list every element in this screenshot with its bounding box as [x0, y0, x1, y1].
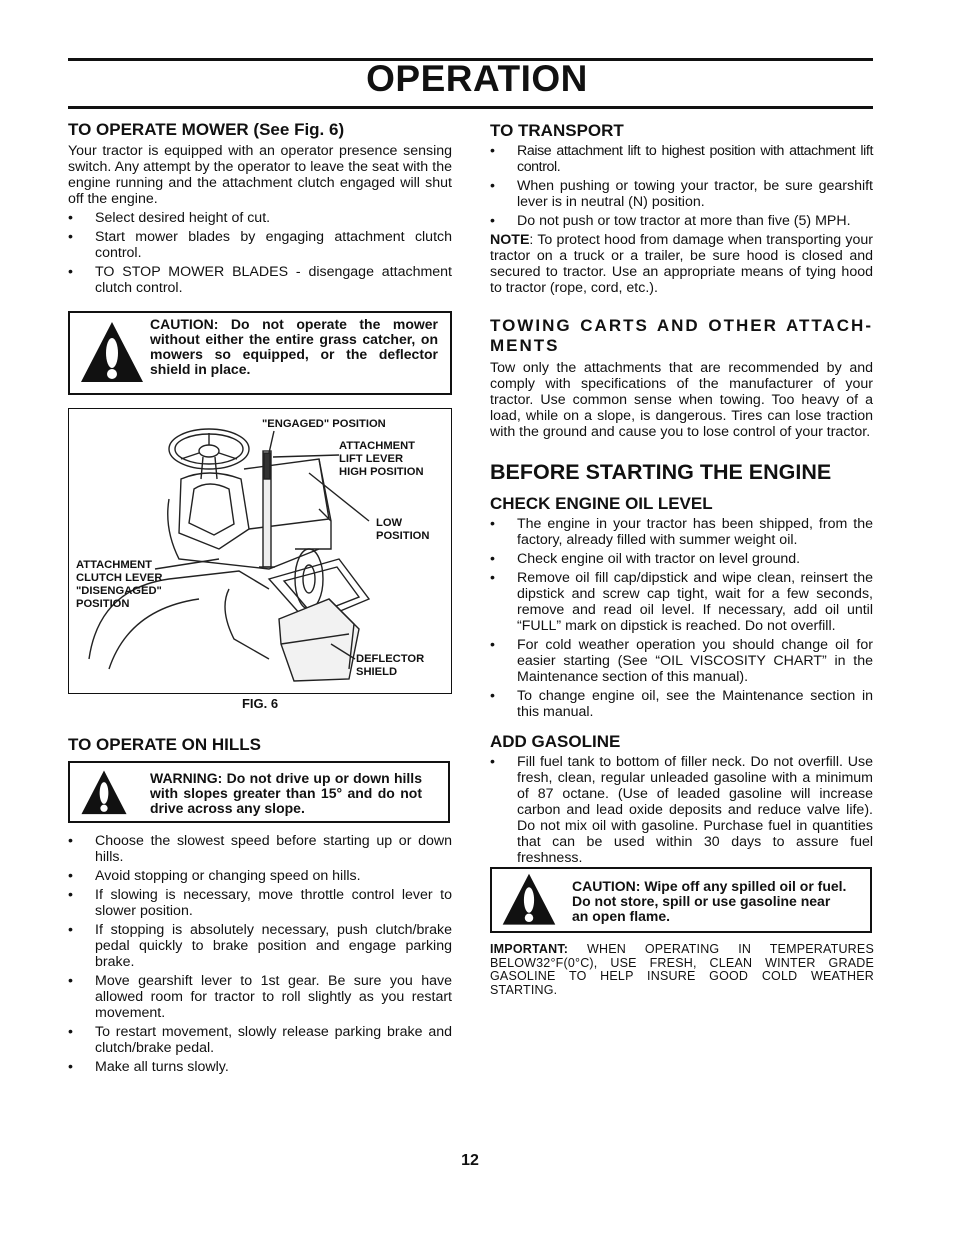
oil-bullets [490, 516, 873, 720]
mower-intro: Your tractor is equipped with an operator presence sensing switch. Any attempt by the operator to leave the seat with the engine running and the attachment clutch engaged will shut off the engine. [68, 143, 452, 207]
label-lift-lever-high: ATTACHMENT LIFT LEVER HIGH POSITION [339, 440, 424, 478]
list-item: • Avoid stopping or changing speed on hills. [68, 868, 452, 884]
fuel-caution-text: CAUTION: Wipe off any spilled oil or fuel. Do not store, spill or use gasoline near an open flame. [572, 878, 847, 924]
list-item: • For cold weather operation you should change oil for easier starting (See “OIL VISCOSITY CHART” in the Maintenance section of this manual). [490, 637, 873, 685]
important-note [490, 943, 874, 997]
list-item: • When pushing or towing your tractor, be sure gearshift lever is in neutral (N) position. [490, 178, 873, 210]
note-label: NOTE [490, 232, 530, 248]
right-column [490, 121, 873, 869]
page-number: 12 [461, 1152, 479, 1169]
hills-bullets-wrap [68, 833, 452, 1078]
gasoline-bullets [490, 754, 873, 866]
warning-triangle-icon [501, 872, 557, 933]
hills-heading: TO OPERATE ON HILLS [68, 735, 261, 754]
towing-heading: TOWING CARTS AND OTHER ATTACH-MENTS [490, 316, 873, 355]
hills-section [68, 735, 452, 755]
figure-6 [68, 408, 452, 694]
mower-caution-text: CAUTION: Do not operate the mower without either the entire grass catcher, on mowers so equipped, or the deflector shield in place. [150, 316, 438, 377]
mower-caution-box [68, 311, 452, 395]
hills-warning-text: WARNING: Do not drive up or down hills with slopes greater than 15° and do not drive across any slope. [150, 770, 422, 816]
note-text: : To protect hood from damage when transporting your tractor on a truck or a trailer, be sure hood is closed and secured to tractor. Use an appropriate means of tying hood to tractor (rope, cord, etc.). [490, 232, 873, 296]
transport-bullets [490, 143, 873, 229]
transport-heading: TO TRANSPORT [490, 121, 624, 140]
oil-heading: CHECK ENGINE OIL LEVEL [490, 494, 713, 513]
left-column [68, 120, 452, 299]
list-item: • Do not push or tow tractor at more than five (5) MPH. [490, 213, 873, 229]
label-clutch-lever: ATTACHMENT CLUTCH LEVER "DISENGAGED" POSITION [76, 559, 163, 610]
before-starting-heading: BEFORE STARTING THE ENGINE [490, 460, 832, 484]
hills-bullets [68, 833, 452, 1075]
list-item: • If stopping is absolutely necessary, push clutch/brake pedal quickly to brake position and engage parking brake. [68, 922, 452, 970]
label-deflector-shield: DEFLECTOR SHIELD [356, 653, 425, 678]
list-item: • Move gearshift lever to 1st gear. Be sure you have allowed room for tractor to roll slightly as you restart movement. [68, 973, 452, 1021]
list-item: • If slowing is necessary, move throttle control lever to slower position. [68, 887, 452, 919]
gasoline-heading: ADD GASOLINE [490, 732, 621, 751]
hills-warning-box [68, 761, 450, 823]
label-low-position: LOW POSITION [376, 517, 430, 542]
list-item: • Check engine oil with tractor on level ground. [490, 551, 873, 567]
list-item: • Fill fuel tank to bottom of filler neck. Do not overfill. Use fresh, clean, regular unleaded gasoline with a minimum of 87 octane. (Use of leaded gasoline will increase carbon and lead oxide deposits and reduce valve life). Do not mix oil with gasoline. Purchase fuel in quantities that can be used within 30 days to assure fuel freshness. [490, 754, 873, 866]
label-engaged-position: "ENGAGED" POSITION [262, 418, 386, 430]
fuel-caution-box [490, 867, 872, 933]
list-item: • Start mower blades by engaging attachment clutch control. [68, 229, 452, 261]
transport-note [490, 232, 873, 296]
important-label: IMPORTANT: [490, 942, 569, 956]
mower-bullets [68, 210, 452, 296]
list-item: • Choose the slowest speed before starting up or down hills. [68, 833, 452, 865]
towing-text: Tow only the attachments that are recommended by and comply with specifications of the manufacturer of your tractor. Use common sense when towing. Too heavy of a load, while on a slope, is dangerous. Tires can lose traction with the ground and cause you to lose control of your tractor. [490, 360, 873, 440]
important-text: WHEN OPERATING IN TEMPERATURES BELOW32°F(0°C), USE FRESH, CLEAN WINTER GRADE GASOLINE TO HELP INSURE GOOD COLD WEATHER STARTING. [490, 942, 874, 997]
list-item: • Remove oil fill cap/dipstick and wipe clean, reinsert the dipstick and screw cap tight, wait for a few seconds, remove and read oil level. If necessary, add oil until “FULL” mark on dipstick is reached. Do not overfill. [490, 570, 873, 634]
figure-caption: FIG. 6 [241, 696, 279, 711]
mower-heading: TO OPERATE MOWER (See Fig. 6) [68, 120, 345, 139]
warning-triangle-icon [79, 320, 145, 391]
warning-triangle-icon [79, 769, 129, 822]
list-item: • The engine in your tractor has been shipped, from the factory, already filled with summer weight oil. [490, 516, 873, 548]
list-item: • To change engine oil, see the Maintenance section in this manual. [490, 688, 873, 720]
title-underline [68, 106, 873, 109]
list-item: • Select desired height of cut. [68, 210, 452, 226]
list-item: • TO STOP MOWER BLADES - disengage attachment clutch control. [68, 264, 452, 296]
list-item: • To restart movement, slowly release parking brake and clutch/brake pedal. [68, 1024, 452, 1056]
list-item: • Raise attachment lift to highest position with attachment lift control. [490, 143, 873, 175]
list-item: • Make all turns slowly. [68, 1059, 452, 1075]
page-title: OPERATION [366, 58, 588, 99]
